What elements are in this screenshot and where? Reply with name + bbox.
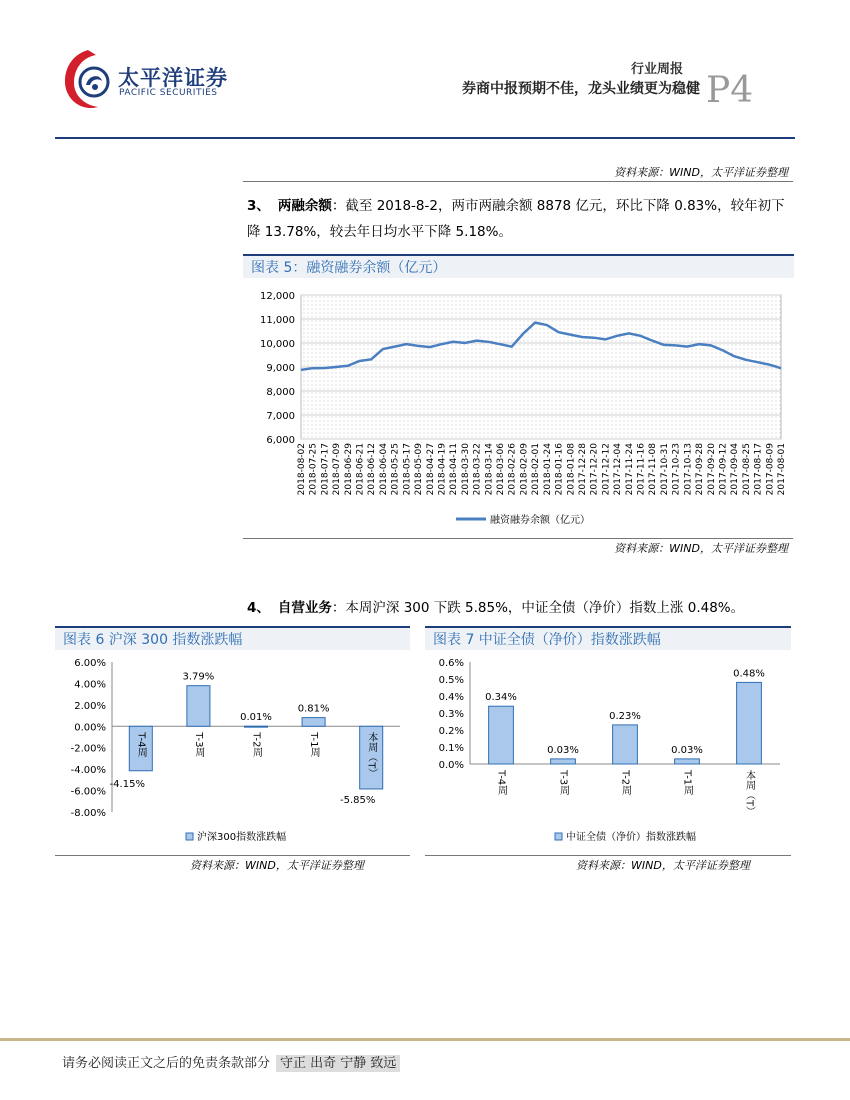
legend-label: 沪深300指数涨跌幅 bbox=[197, 832, 287, 843]
y-tick-label: -4.00% bbox=[70, 765, 106, 777]
x-tick-label: 2017-11-16 bbox=[636, 443, 647, 496]
y-tick-label: 0.00% bbox=[74, 722, 106, 734]
section-body: ：本周沪深 300 下跌 5.85%，中证全债（净价）指数上涨 0.48%。 bbox=[331, 600, 745, 616]
data-label: 0.03% bbox=[671, 744, 703, 756]
x-tick-label: T-4周 bbox=[135, 732, 147, 758]
x-tick-label: 2017-08-17 bbox=[753, 443, 764, 496]
bar bbox=[613, 725, 638, 764]
legend-swatch bbox=[555, 833, 562, 840]
bar bbox=[551, 759, 576, 764]
x-tick-label: 2018-03-22 bbox=[472, 443, 483, 496]
source-note: 资料来源：WIND，太平洋证券整理 bbox=[190, 859, 364, 872]
x-tick-label: 2017-10-31 bbox=[659, 443, 670, 496]
section-margin-paragraph bbox=[247, 193, 792, 245]
company-name-en: PACIFIC SECURITIES bbox=[119, 88, 218, 98]
legend-label: 融资融券余额（亿元） bbox=[490, 515, 590, 526]
legend-label: 中证全债（净价）指数涨跌幅 bbox=[566, 832, 696, 843]
x-tick-label: 本周（T） bbox=[743, 770, 755, 817]
x-tick-label: 2018-01-08 bbox=[566, 443, 577, 496]
x-tick-label: T-4周 bbox=[495, 770, 507, 796]
x-tick-label: 2017-10-13 bbox=[683, 443, 694, 496]
x-tick-label: T-3周 bbox=[192, 732, 204, 758]
footer-disclaimer: 请务必阅读正文之后的免责条款部分 bbox=[62, 1056, 271, 1071]
bar-chart-bond bbox=[425, 652, 791, 847]
x-tick-label: T-2周 bbox=[250, 732, 262, 758]
x-tick-label: 2017-11-24 bbox=[624, 443, 635, 496]
data-label: 0.01% bbox=[240, 712, 272, 724]
section-title: 自营业务 bbox=[277, 600, 332, 616]
x-tick-label: 2018-03-14 bbox=[484, 443, 495, 496]
x-tick-label: 2018-05-25 bbox=[390, 443, 401, 496]
x-tick-label: 本周（T） bbox=[365, 732, 377, 779]
x-tick-label: 2018-02-01 bbox=[531, 443, 542, 496]
x-tick-label: 2017-08-25 bbox=[741, 443, 752, 496]
x-tick-label: 2018-04-11 bbox=[449, 443, 460, 496]
data-label: 3.79% bbox=[182, 671, 215, 683]
y-tick-label: 0.1% bbox=[438, 743, 464, 754]
bar bbox=[737, 682, 762, 764]
x-tick-label: 2017-09-28 bbox=[695, 443, 706, 496]
x-tick-label: 2018-01-24 bbox=[542, 443, 553, 496]
x-tick-label: 2017-09-04 bbox=[730, 443, 741, 496]
y-tick-label: 0.0% bbox=[438, 760, 464, 771]
x-tick-label: 2017-12-20 bbox=[589, 443, 600, 496]
footer-divider bbox=[0, 1038, 850, 1041]
divider bbox=[55, 855, 410, 856]
bar-chart-hs300 bbox=[55, 652, 410, 847]
bar bbox=[489, 706, 514, 764]
figure-5-title: 图表 5：融资融券余额（亿元） bbox=[243, 254, 794, 278]
source-note: 资料来源：WIND，太平洋证券整理 bbox=[614, 542, 788, 555]
y-tick-label: 0.5% bbox=[438, 675, 464, 686]
section-number: 4、 bbox=[247, 600, 270, 616]
bar bbox=[244, 726, 267, 727]
x-tick-label: 2017-09-20 bbox=[706, 443, 717, 496]
x-tick-label: 2018-02-26 bbox=[507, 443, 518, 496]
bar-chart-bond-svg bbox=[425, 652, 791, 847]
x-tick-label: 2018-04-27 bbox=[425, 443, 436, 496]
report-type: 行业周报 bbox=[630, 62, 683, 77]
page-number: P4 bbox=[706, 70, 754, 111]
x-tick-label: 2017-10-23 bbox=[671, 443, 682, 496]
x-tick-label: T-3周 bbox=[557, 770, 569, 796]
x-tick-label: 2018-01-16 bbox=[554, 443, 565, 496]
line-chart-svg bbox=[243, 280, 794, 535]
x-tick-label: 2018-07-17 bbox=[320, 443, 331, 496]
y-tick-label: 0.4% bbox=[438, 692, 464, 703]
x-tick-label: 2017-09-12 bbox=[718, 442, 729, 496]
data-label: -4.15% bbox=[109, 778, 145, 790]
y-tick-label: 10,000 bbox=[260, 339, 295, 350]
x-tick-label: 2018-02-09 bbox=[519, 443, 530, 496]
x-tick-label: 2018-07-09 bbox=[332, 443, 343, 496]
y-tick-label: 9,000 bbox=[266, 363, 295, 374]
x-tick-label: 2018-06-21 bbox=[355, 443, 366, 496]
section-title: 两融余额 bbox=[277, 198, 332, 214]
x-tick-label: 2017-12-04 bbox=[613, 443, 624, 496]
section-body: ：截至 2018-8-2，两市两融余额 8878 亿元，环比下降 0.83%，较年初下降 13.78%，较去年日均水平下降 5.18%。 bbox=[247, 198, 785, 240]
data-label: 0.81% bbox=[297, 703, 330, 715]
x-tick-label: 2017-08-01 bbox=[777, 443, 787, 496]
x-tick-label: 2018-06-04 bbox=[378, 443, 389, 496]
footer bbox=[62, 1052, 400, 1071]
x-tick-label: 2018-05-09 bbox=[414, 443, 425, 496]
y-tick-label: 0.3% bbox=[438, 709, 464, 720]
y-tick-label: 6,000 bbox=[266, 435, 295, 446]
x-tick-label: 2018-03-30 bbox=[460, 443, 471, 496]
x-tick-label: 2018-06-12 bbox=[367, 443, 378, 496]
footer-motto: 守正 出奇 宁静 致远 bbox=[276, 1055, 400, 1072]
x-tick-label: 2018-05-17 bbox=[402, 443, 413, 496]
x-tick-label: 2018-06-29 bbox=[343, 443, 354, 496]
logo-mark-icon bbox=[60, 45, 120, 115]
data-label: 0.34% bbox=[485, 692, 517, 704]
company-name-cn: 太平洋证券 bbox=[118, 66, 228, 90]
y-tick-label: 2.00% bbox=[74, 700, 106, 712]
section-number: 3、 bbox=[247, 198, 270, 214]
x-tick-label: 2018-08-02 bbox=[297, 443, 307, 496]
y-tick-label: 8,000 bbox=[266, 387, 295, 398]
bar bbox=[675, 759, 700, 764]
legend-swatch bbox=[186, 833, 193, 840]
figure-6-title: 图表 6 沪深 300 指数涨跌幅 bbox=[55, 626, 410, 650]
divider bbox=[243, 538, 793, 539]
y-tick-label: 0.6% bbox=[438, 658, 464, 669]
x-tick-label: T-1周 bbox=[308, 732, 320, 758]
y-tick-label: 12,000 bbox=[260, 291, 295, 302]
x-tick-label: 2018-04-19 bbox=[437, 443, 448, 496]
y-tick-label: -8.00% bbox=[70, 808, 106, 819]
data-label: 0.48% bbox=[733, 668, 765, 680]
y-tick-label: -6.00% bbox=[70, 786, 106, 798]
x-tick-label: 2017-12-12 bbox=[601, 443, 612, 496]
y-tick-label: 7,000 bbox=[266, 411, 295, 422]
header-divider bbox=[55, 137, 795, 139]
bar bbox=[187, 686, 210, 727]
line-chart bbox=[243, 280, 794, 535]
x-tick-label: 2018-03-06 bbox=[496, 443, 507, 496]
divider bbox=[243, 181, 793, 182]
source-note: 资料来源：WIND，太平洋证券整理 bbox=[576, 859, 750, 872]
x-tick-label: 2017-08-09 bbox=[765, 443, 776, 496]
bar bbox=[302, 718, 325, 727]
y-tick-label: 4.00% bbox=[74, 679, 106, 691]
figure-7-title: 图表 7 中证全债（净价）指数涨跌幅 bbox=[425, 626, 791, 650]
y-tick-label: 6.00% bbox=[74, 658, 106, 669]
data-label: -5.85% bbox=[339, 794, 376, 806]
source-note: 资料来源：WIND，太平洋证券整理 bbox=[614, 166, 788, 179]
section-proprietary-paragraph bbox=[247, 595, 792, 621]
y-tick-label: -2.00% bbox=[70, 743, 106, 755]
y-tick-label: 0.2% bbox=[438, 726, 464, 737]
report-title: 券商中报预期不佳，龙头业绩更为稳健 bbox=[462, 81, 700, 97]
x-tick-label: 2017-11-08 bbox=[648, 443, 659, 496]
y-tick-label: 11,000 bbox=[260, 315, 295, 326]
data-label: 0.23% bbox=[609, 710, 641, 722]
x-tick-label: 2017-12-28 bbox=[577, 443, 588, 496]
x-tick-label: T-1周 bbox=[681, 770, 693, 796]
x-tick-label: 2018-07-25 bbox=[308, 443, 319, 496]
data-label: 0.03% bbox=[547, 744, 579, 756]
x-tick-label: T-2周 bbox=[619, 770, 631, 796]
bar-chart-hs300-svg bbox=[55, 652, 410, 847]
divider bbox=[425, 855, 791, 856]
